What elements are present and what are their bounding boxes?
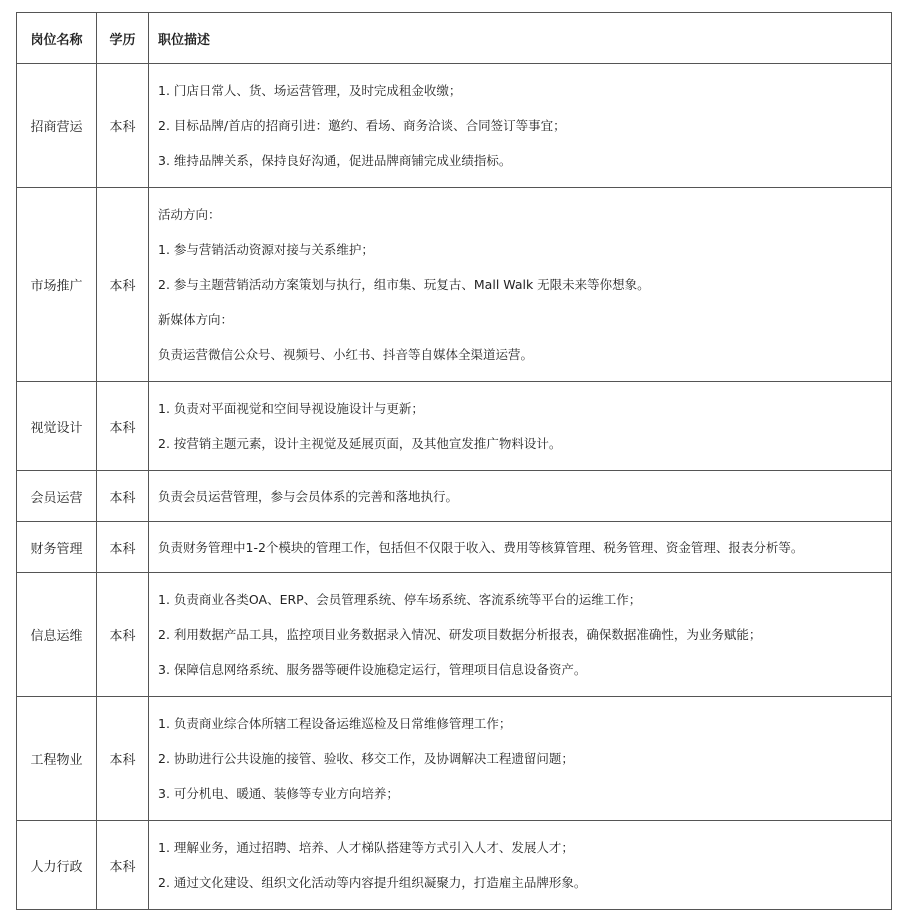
position-name: 市场推广 — [17, 188, 97, 382]
job-description — [149, 573, 892, 697]
header-desc: 职位描述 — [149, 13, 892, 64]
job-description — [149, 382, 892, 471]
description-line: 负责运营微信公众号、视频号、小红书、抖音等自媒体全渠道运营。 — [158, 347, 534, 362]
table-row — [17, 382, 892, 471]
education: 本科 — [97, 471, 149, 522]
education: 本科 — [97, 64, 149, 188]
description-line: 2. 目标品牌/首店的招商引进：邀约、看场、商务洽谈、合同签订等事宜； — [158, 118, 566, 133]
description-line: 新媒体方向： — [158, 312, 234, 327]
description-line: 2. 按营销主题元素，设计主视觉及延展页面，及其他宣发推广物料设计。 — [158, 436, 562, 451]
education: 本科 — [97, 573, 149, 697]
description-line: 2. 通过文化建设、组织文化活动等内容提升组织凝聚力，打造雇主品牌形象。 — [158, 875, 587, 890]
header-row — [17, 13, 892, 64]
table-row — [17, 573, 892, 697]
job-description — [149, 821, 892, 910]
position-name: 会员运营 — [17, 471, 97, 522]
job-description — [149, 522, 892, 573]
description-line: 1. 参与营销活动资源对接与关系维护； — [158, 242, 374, 257]
position-name: 工程物业 — [17, 697, 97, 821]
position-name: 财务管理 — [17, 522, 97, 573]
position-name: 招商营运 — [17, 64, 97, 188]
position-name: 视觉设计 — [17, 382, 97, 471]
description-line: 3. 保障信息网络系统、服务器等硬件设施稳定运行，管理项目信息设备资产。 — [158, 662, 587, 677]
description-line: 1. 理解业务，通过招聘、培养、人才梯队搭建等方式引入人才、发展人才； — [158, 840, 574, 855]
education: 本科 — [97, 188, 149, 382]
education: 本科 — [97, 522, 149, 573]
job-description — [149, 471, 892, 522]
header-edu: 学历 — [97, 13, 149, 64]
education: 本科 — [97, 697, 149, 821]
description-line: 负责财务管理中1-2个模块的管理工作，包括但不仅限于收入、费用等核算管理、税务管理、资金管理、报表分析等。 — [158, 539, 804, 555]
description-line: 1. 负责商业综合体所辖工程设备运维巡检及日常维修管理工作； — [158, 716, 512, 731]
table-row — [17, 522, 892, 573]
position-name: 信息运维 — [17, 573, 97, 697]
job-description — [149, 64, 892, 188]
description-line: 1. 负责对平面视觉和空间导视设施设计与更新； — [158, 401, 424, 416]
table-row — [17, 64, 892, 188]
description-line: 2. 参与主题营销活动方案策划与执行，组市集、玩复古、Mall Walk 无限未来等你想象。 — [158, 277, 650, 292]
table-row — [17, 697, 892, 821]
table-row — [17, 471, 892, 522]
table-row — [17, 188, 892, 382]
description-line: 1. 负责商业各类OA、ERP、会员管理系统、停车场系统、客流系统等平台的运维工作； — [158, 592, 642, 607]
description-line: 2. 协助进行公共设施的接管、验收、移交工作，及协调解决工程遗留问题； — [158, 751, 574, 766]
description-line: 3. 可分机电、暖通、装修等专业方向培养； — [158, 786, 399, 801]
description-line: 1. 门店日常人、货、场运营管理，及时完成租金收缴； — [158, 83, 462, 98]
description-line: 3. 维持品牌关系，保持良好沟通，促进品牌商铺完成业绩指标。 — [158, 153, 512, 168]
job-table — [16, 12, 892, 910]
position-name: 人力行政 — [17, 821, 97, 910]
job-description — [149, 697, 892, 821]
description-line: 活动方向： — [158, 207, 221, 222]
description-line: 2. 利用数据产品工具，监控项目业务数据录入情况、研发项目数据分析报表，确保数据准确性，为业务赋能； — [158, 627, 762, 642]
education: 本科 — [97, 382, 149, 471]
job-description — [149, 188, 892, 382]
table-row — [17, 821, 892, 910]
education: 本科 — [97, 821, 149, 910]
header-name: 岗位名称 — [17, 13, 97, 64]
description-line: 负责会员运营管理，参与会员体系的完善和落地执行。 — [158, 488, 459, 504]
